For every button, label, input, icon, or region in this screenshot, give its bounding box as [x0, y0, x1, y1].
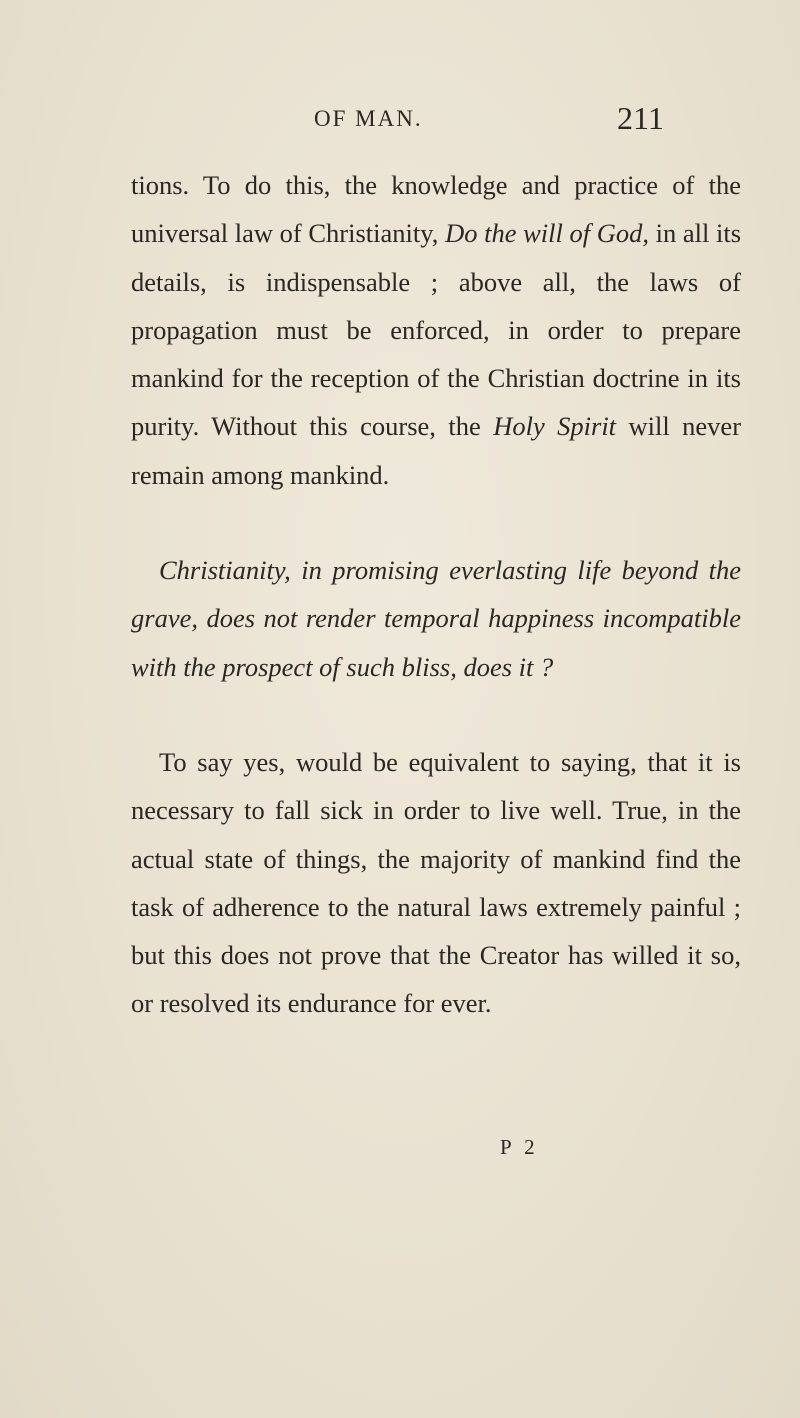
- paragraph-1-italic-1: Do the will of God,: [445, 218, 649, 249]
- paragraph-1-text-3: will never remain among mankind.: [131, 411, 742, 490]
- paragraph-1: [131, 161, 741, 499]
- paragraph-1-text-2: in all its details, is indispensable ; above all, the laws of propagation must be enforced, in order to prepare mankind for the reception of the Christian doctrine in its purity. Without this course, the: [131, 218, 742, 442]
- running-head-title: OF MAN.: [314, 106, 423, 131]
- answer-paragraph: To say yes, would be equivalent to saying, that it is necessary to fall sick in order to live well. True, in the actual state of things, the majority of mankind find the task of adherence to the natural laws extremely painful ; but this does not prove that the Creator has willed it so, or resolved its endurance for ever.: [131, 746, 741, 1019]
- paragraph-1-text-1: tions. To do this, the knowledge and practice of the universal law of Christianity,: [131, 170, 741, 249]
- running-head: [0, 100, 800, 140]
- signature-mark: P 2: [500, 1135, 539, 1159]
- body-text: [131, 161, 741, 1028]
- paragraph-1-italic-2: Holy Spirit: [493, 411, 617, 442]
- question-paragraph: Christianity, in promising everlasting life beyond the grave, does not render temporal happiness incompatible with the prospect of such bliss, does it ?: [131, 555, 741, 682]
- page-number: 211: [617, 100, 664, 136]
